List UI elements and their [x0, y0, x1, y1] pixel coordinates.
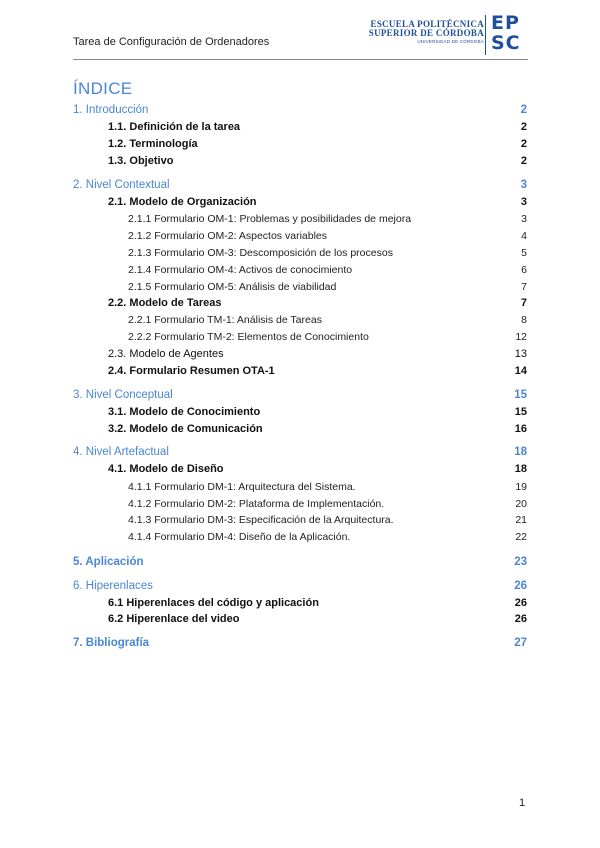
toc-entry-label: 6. Hiperenlaces	[73, 580, 153, 592]
toc-entry-page: 3	[521, 213, 527, 225]
toc-entry-page: 27	[514, 637, 527, 649]
toc-entry-page: 2	[520, 121, 527, 133]
toc-entry[interactable]	[73, 580, 527, 596]
toc-entry-page: 19	[515, 481, 527, 493]
toc-entry[interactable]	[128, 230, 527, 246]
toc-entry[interactable]	[128, 264, 527, 280]
logo-line-1: ESCUELA POLITÉCNICA	[370, 19, 484, 29]
toc-entry-page: 26	[514, 580, 527, 592]
toc-heading: ÍNDICE	[73, 79, 133, 98]
toc-entry-label: 2.3. Modelo de Agentes	[108, 348, 224, 360]
toc-entry[interactable]	[108, 613, 527, 629]
toc-entry[interactable]	[73, 446, 527, 462]
toc-entry[interactable]	[108, 297, 527, 313]
toc-entry-page: 15	[514, 389, 527, 401]
toc-entry[interactable]	[128, 281, 527, 297]
toc-entry-label: 4.1.3 Formulario DM-3: Especificación de la Arquitectura.	[128, 514, 394, 526]
logo-line-2: SUPERIOR DE CÓRDOBA	[368, 28, 484, 38]
toc-entry[interactable]	[128, 531, 527, 547]
toc-entry-label: 2.2.2 Formulario TM-2: Elementos de Conocimiento	[128, 331, 369, 343]
toc-entry[interactable]	[128, 314, 527, 330]
toc-entry[interactable]	[108, 138, 527, 154]
toc-entry[interactable]	[73, 556, 527, 572]
toc-entry-label: 2.1.1 Formulario OM-1: Problemas y posibilidades de mejora	[128, 213, 412, 225]
toc-entry-page: 23	[514, 556, 527, 568]
toc-entry-label: 1.2. Terminología	[108, 138, 198, 150]
toc-entry[interactable]	[73, 179, 527, 195]
logo-divider	[485, 15, 486, 55]
toc-entry-page: 2	[520, 138, 527, 150]
toc-entry-label: 6.1 Hiperenlaces del código y aplicación	[108, 597, 319, 609]
page-number: 1	[519, 797, 526, 809]
toc-entry-label: 3.1. Modelo de Conocimiento	[108, 406, 261, 418]
toc-entry-label: 2.1.5 Formulario OM-5: Análisis de viabilidad	[128, 281, 337, 293]
toc-entry-page: 3	[520, 196, 527, 208]
toc-entry-page: 18	[514, 463, 527, 475]
toc-entry-page: 13	[514, 348, 527, 360]
epsc-logo-icon	[491, 13, 525, 53]
toc-entry[interactable]	[108, 348, 527, 364]
header-divider	[73, 59, 528, 60]
toc-entry-page: 12	[515, 331, 527, 343]
toc-entry[interactable]	[128, 514, 527, 530]
toc-entry-page: 4	[521, 230, 527, 242]
toc-entry-page: 15	[514, 406, 527, 418]
toc-entry-label: 4. Nivel Artefactual	[73, 446, 169, 458]
toc-entry-label: 7. Bibliografía	[73, 637, 150, 649]
toc-entry-page: 26	[514, 613, 527, 625]
toc-entry-page: 22	[515, 531, 527, 543]
toc-entry-label: 4.1.2 Formulario DM-2: Plataforma de Implementación.	[128, 498, 385, 510]
toc-entry-label: 4.1.1 Formulario DM-1: Arquitectura del Sistema.	[128, 481, 356, 493]
toc-entry-label: 2.4. Formulario Resumen OTA-1	[108, 365, 275, 377]
toc-entry[interactable]	[108, 365, 527, 381]
toc-entry-page: 3	[520, 179, 527, 191]
toc-entry-page: 8	[521, 314, 527, 326]
toc-entry[interactable]	[108, 423, 527, 439]
toc-entry-page: 7	[521, 281, 527, 293]
toc-entry-label: 1.1. Definición de la tarea	[108, 121, 241, 133]
toc-entry-label: 2.1.2 Formulario OM-2: Aspectos variables	[128, 230, 327, 242]
toc-entry-label: 3.2. Modelo de Comunicación	[108, 423, 263, 435]
toc-entry[interactable]	[108, 406, 527, 422]
toc-entry-page: 26	[514, 597, 527, 609]
toc-entry[interactable]	[108, 463, 527, 479]
toc-entry-page: 7	[520, 297, 527, 309]
toc-entry-label: 4.1.4 Formulario DM-4: Diseño de la Aplicación.	[128, 531, 351, 543]
toc-entry-label: 2.2. Modelo de Tareas	[108, 297, 222, 309]
toc-entry-label: 2.1.3 Formulario OM-3: Descomposición de los procesos	[128, 247, 393, 259]
toc-entry-page: 2	[520, 155, 527, 167]
logo-line-3: UNIVERSIDAD DE CÓRDOBA	[417, 39, 484, 44]
toc-entry-label: 1.3. Objetivo	[108, 155, 174, 167]
toc-entry[interactable]	[73, 637, 527, 653]
toc-entry[interactable]	[73, 104, 527, 120]
toc-entry[interactable]	[108, 196, 527, 212]
toc-entry-label: 2.1.4 Formulario OM-4: Activos de conocimiento	[128, 264, 353, 276]
toc-entry-page: 20	[515, 498, 527, 510]
toc-entry-label: 2.1. Modelo de Organización	[108, 196, 257, 208]
toc-entry-label: 3. Nivel Conceptual	[73, 389, 173, 401]
toc-entry[interactable]	[128, 331, 527, 347]
toc-entry[interactable]	[108, 597, 527, 613]
toc-entry[interactable]	[128, 481, 527, 497]
toc-entry-label: 2. Nivel Contextual	[73, 179, 170, 191]
logo-mark-bottom: SC	[491, 32, 521, 54]
toc-entry-page: 6	[521, 264, 527, 276]
toc-entry-page: 14	[514, 365, 527, 377]
school-logo-text	[369, 20, 484, 45]
toc-entry-label: 2.2.1 Formulario TM-1: Análisis de Tareas	[128, 314, 322, 326]
toc-entry-page: 5	[521, 247, 527, 259]
toc-entry-label: 4.1. Modelo de Diseño	[108, 463, 224, 475]
document-title: Tarea de Configuración de Ordenadores	[73, 36, 270, 48]
toc-entry-page: 2	[520, 104, 527, 116]
toc-entry[interactable]	[108, 121, 527, 137]
toc-entry[interactable]	[128, 498, 527, 514]
toc-entry[interactable]	[128, 213, 527, 229]
toc-entry-label: 1. Introducción	[73, 104, 149, 116]
toc-entry-label: 5. Aplicación	[73, 556, 144, 568]
toc-entry-label: 6.2 Hiperenlace del video	[108, 613, 240, 625]
toc-entry-page: 18	[514, 446, 527, 458]
toc-entry[interactable]	[108, 155, 527, 171]
toc-entry[interactable]	[73, 389, 527, 405]
logo-mark-top: EP	[491, 12, 520, 34]
toc-entry-page: 21	[515, 514, 527, 526]
toc-entry[interactable]	[128, 247, 527, 263]
toc-entry-page: 16	[514, 423, 527, 435]
